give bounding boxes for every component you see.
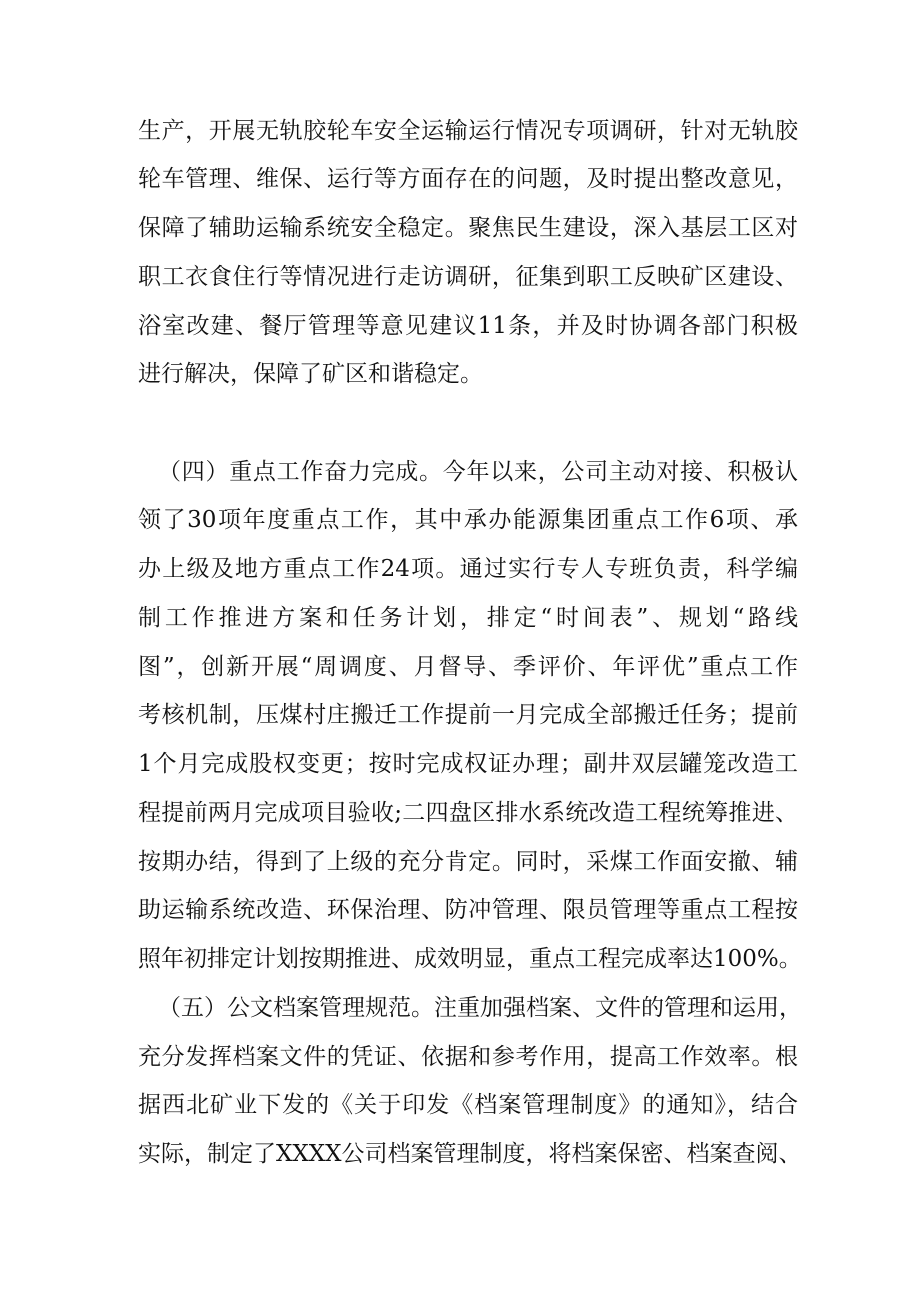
text-line: 实际，制定了XXXX公司档案管理制度，将档案保密、档案查阅、: [138, 1141, 802, 1167]
text-line: 办上级及地方重点工作24项。通过实行专人专班负责，科学编: [138, 556, 798, 582]
text-line: 轮车管理、维保、运行等方面存在的问题，及时提出整改意见，: [138, 166, 798, 192]
text-line: 生产，开展无轨胶轮车安全运输运行情况专项调研，针对无轨胶: [138, 118, 798, 144]
section-5-heading-line: （五）公文档案管理规范。注重加强档案、文件的管理和运用，: [158, 995, 802, 1021]
text-line: 浴室改建、餐厅管理等意见建议11条，并及时协调各部门积极: [138, 313, 798, 339]
text-line: 1个月完成股权变更；按时完成权证办理；副井双层罐笼改造工: [138, 751, 798, 777]
text-line: 按期办结，得到了上级的充分肯定。同时，采煤工作面安撤、辅: [138, 849, 798, 875]
text-line: 图”，创新开展“周调度、月督导、季评价、年评优”重点工作: [138, 654, 798, 680]
section-4-heading-line: （四）重点工作奋力完成。今年以来，公司主动对接、积极认: [158, 459, 798, 485]
text-line: 保障了辅助运输系统安全稳定。聚焦民生建设，深入基层工区对: [138, 215, 798, 241]
text-line: 职工衣食住行等情况进行走访调研，征集到职工反映矿区建设、: [138, 264, 798, 290]
text-line: 助运输系统改造、环保治理、防冲管理、限员管理等重点工程按: [138, 897, 798, 923]
text-line: 考核机制，压煤村庄搬迁工作提前一月完成全部搬迁任务；提前: [138, 702, 798, 728]
text-line: 照年初排定计划按期推进、成效明显，重点工程完成率达100%。: [138, 946, 802, 972]
text-line: 程提前两月完成项目验收;二四盘区排水系统改造工程统筹推进、: [138, 800, 798, 826]
text-line: 据西北矿业下发的《关于印发《档案管理制度》的通知》，结合: [138, 1092, 798, 1118]
text-line: 制工作推进方案和任务计划，排定“时间表”、规划“路线: [138, 605, 798, 631]
text-line: 充分发挥档案文件的凭证、依据和参考作用，提高工作效率。根: [138, 1044, 798, 1070]
text-line: 进行解决，保障了矿区和谐稳定。: [138, 361, 483, 387]
text-line: 领了30项年度重点工作，其中承办能源集团重点工作6项、承: [138, 507, 798, 533]
